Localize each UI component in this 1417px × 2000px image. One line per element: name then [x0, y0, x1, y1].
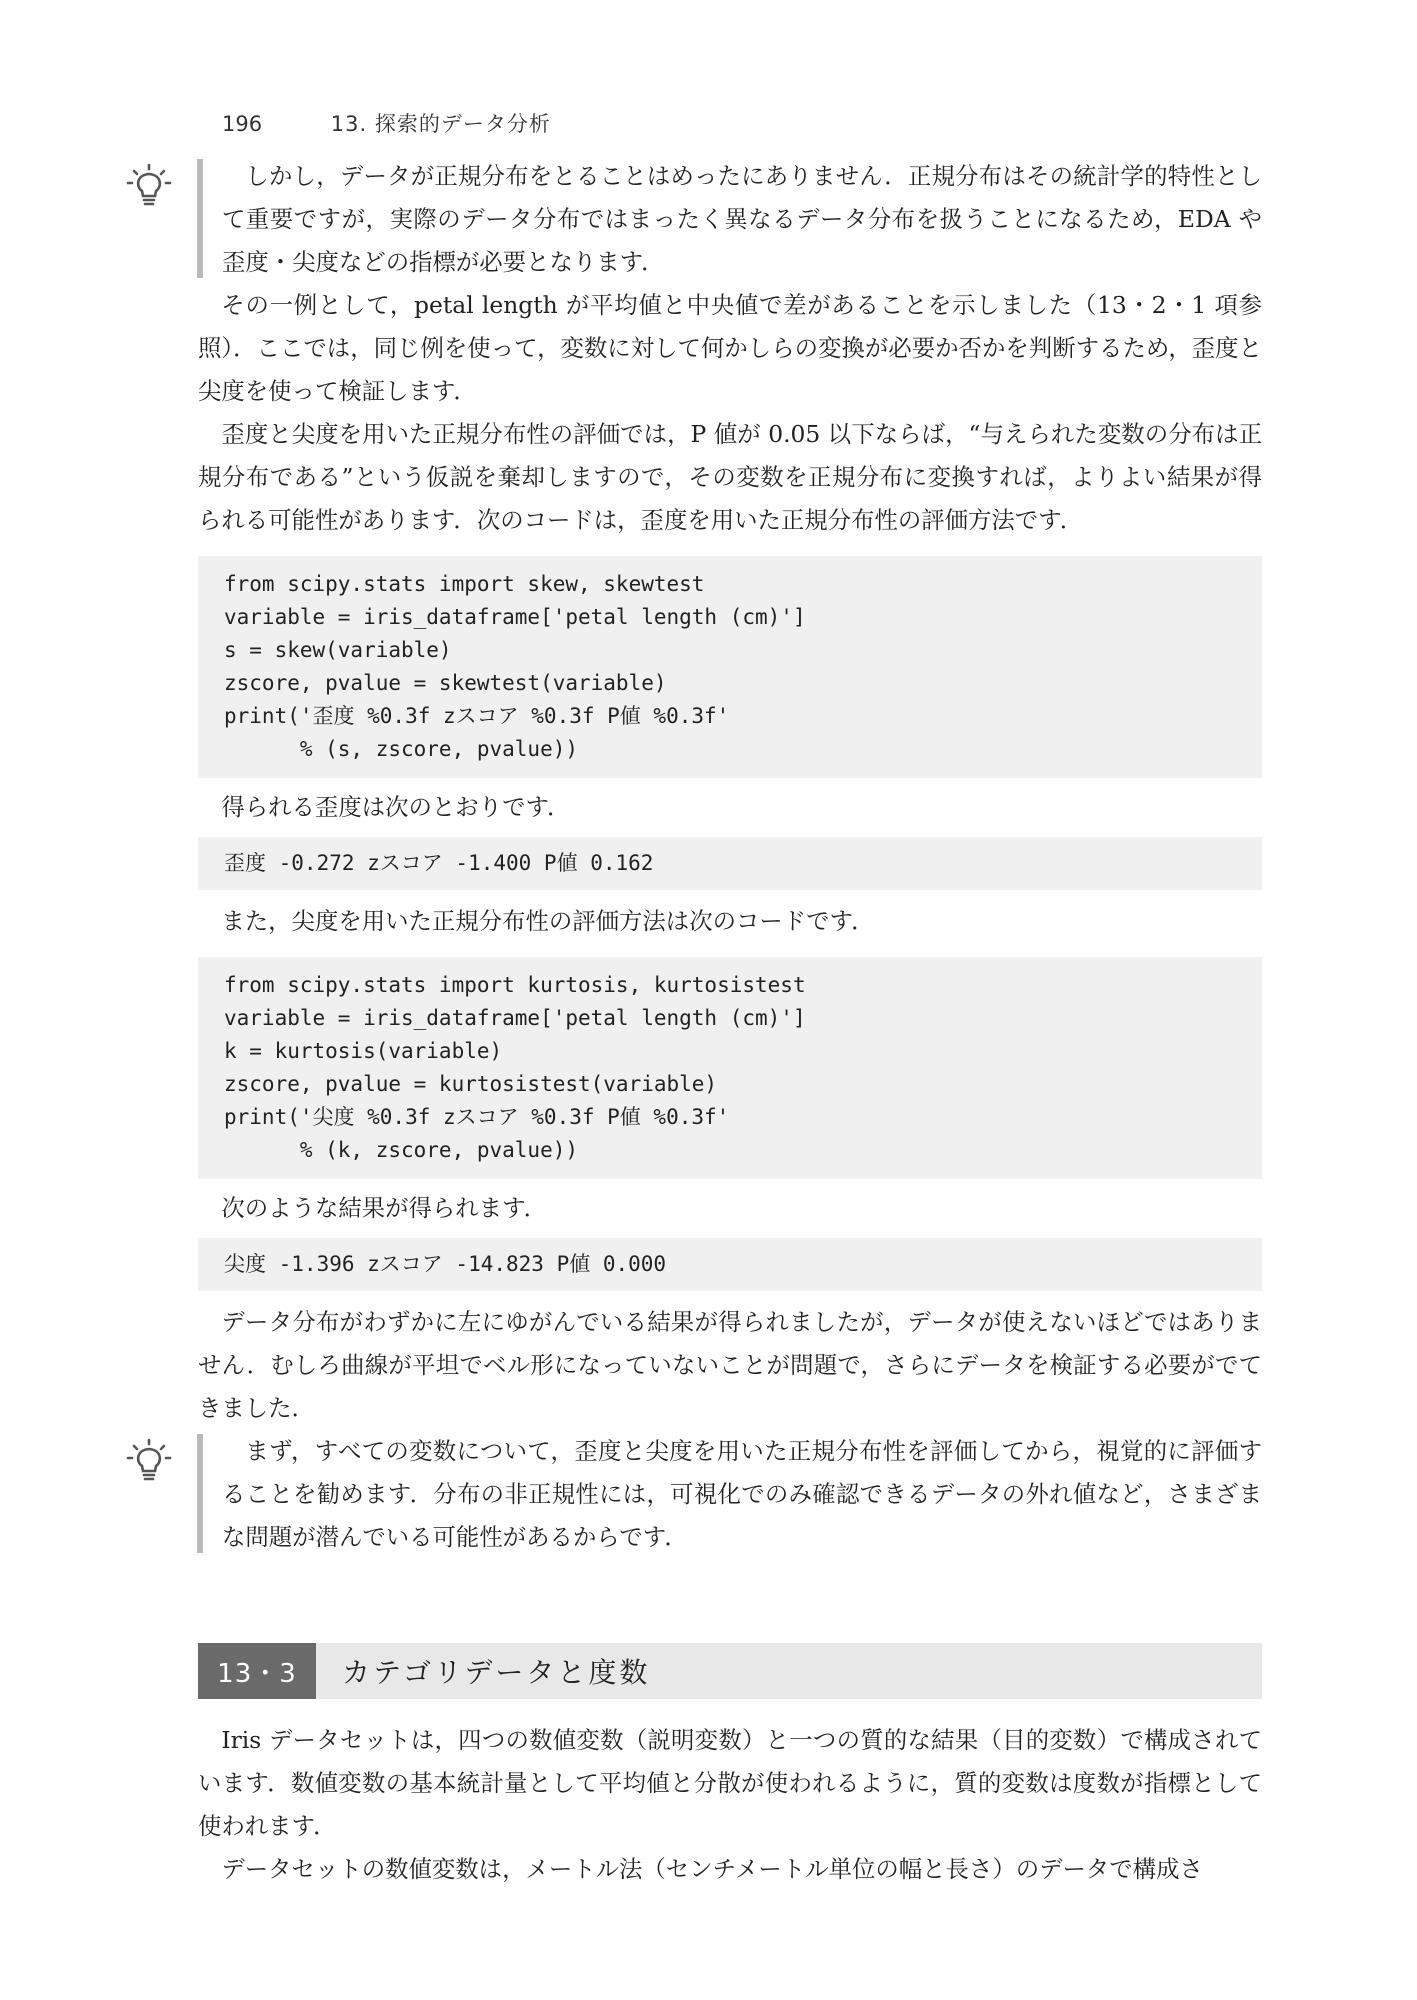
tip-box — [198, 1430, 1262, 1559]
paragraph: データセットの数値変数は，メートル法（センチメートル単位の幅と長さ）のデータで構成さ — [221, 1855, 1203, 1883]
code-line: k = kurtosis(variable) — [224, 1039, 503, 1063]
tip-bar — [197, 1434, 203, 1553]
paragraph: データ分布がわずかに左にゆがんでいる結果が得られましたが，データが使えないほどではありません．むしろ曲線が平坦でベル形になっていないことが問題で，さらにデータを検証する必要がでてきました． — [198, 1308, 1262, 1422]
tip-box — [198, 155, 1262, 284]
tip-text: しかし，データが正規分布をとることはめったにありません．正規分布はその統計学的特性として重要ですが，実際のデータ分布ではまったく異なるデータ分布を扱うことになるため，EDA や歪度・尖度などの指標が必要となります． — [222, 162, 1262, 276]
lightbulb-icon — [126, 1438, 172, 1484]
code-line: zscore, pvalue = kurtosistest(variable) — [224, 1072, 718, 1096]
code-line: variable = iris_dataframe['petal length (cm)'] — [224, 605, 806, 629]
code-block-skew — [198, 556, 1262, 778]
paragraph: その一例として，petal length が平均値と中央値で差があることを示しました（13・2・1 項参照）．ここでは，同じ例を使って，変数に対して何かしらの変換が必要か否かを判断するため，歪度と尖度を使って検証します． — [198, 291, 1262, 405]
lightbulb-icon — [126, 163, 172, 209]
output-block-kurtosis: 尖度 -1.396 zスコア -14.823 P値 0.000 — [198, 1238, 1262, 1291]
code-line: print('歪度 %0.3f zスコア %0.3f P値 %0.3f' — [224, 704, 730, 728]
page-body — [198, 155, 1262, 1891]
section-title: カテゴリデータと度数 — [342, 1656, 651, 1689]
paragraph: 歪度と尖度を用いた正規分布性の評価では，P 値が 0.05 以下ならば，“与えられた変数の分布は正規分布である”という仮説を棄却しますので，その変数を正規分布に変換すれば，よりよい結果が得られる可能性があります．次のコードは，歪度を用いた正規分布性の評価方法です． — [198, 420, 1262, 534]
tip-text: まず，すべての変数について，歪度と尖度を用いた正規分布性を評価してから，視覚的に評価することを勧めます．分布の非正規性には，可視化でのみ確認できるデータの外れ値など，さまざまな問題が潜んでいる可能性があるからです． — [222, 1437, 1262, 1551]
code-line: print('尖度 %0.3f zスコア %0.3f P値 %0.3f' — [224, 1105, 730, 1129]
section-number: 13・3 — [198, 1643, 316, 1699]
code-block-kurtosis — [198, 957, 1262, 1179]
code-line: from scipy.stats import kurtosis, kurtosistest — [224, 973, 806, 997]
paragraph: また，尖度を用いた正規分布性の評価方法は次のコードです． — [221, 907, 875, 935]
code-line: % (s, zscore, pvalue)) — [224, 737, 579, 761]
code-line: s = skew(variable) — [224, 638, 452, 662]
tip-bar — [197, 159, 203, 278]
page-number: 196 — [222, 112, 263, 136]
running-header — [222, 108, 551, 138]
code-line: zscore, pvalue = skewtest(variable) — [224, 671, 667, 695]
code-line: % (k, zscore, pvalue)) — [224, 1138, 579, 1162]
code-line: from scipy.stats import skew, skewtest — [224, 572, 705, 596]
paragraph: Iris データセットは，四つの数値変数（説明変数）と一つの質的な結果（目的変数）で構成されています．数値変数の基本統計量として平均値と分散が使われるように，質的変数は度数が指標として使われます． — [198, 1726, 1262, 1840]
paragraph: 得られる歪度は次のとおりです． — [221, 793, 571, 821]
section-heading — [198, 1643, 1262, 1699]
output-block-skew: 歪度 -0.272 zスコア -1.400 P値 0.162 — [198, 837, 1262, 890]
paragraph: 次のような結果が得られます． — [221, 1194, 547, 1222]
code-line: variable = iris_dataframe['petal length (cm)'] — [224, 1006, 806, 1030]
chapter-title: 13. 探索的データ分析 — [330, 112, 551, 136]
